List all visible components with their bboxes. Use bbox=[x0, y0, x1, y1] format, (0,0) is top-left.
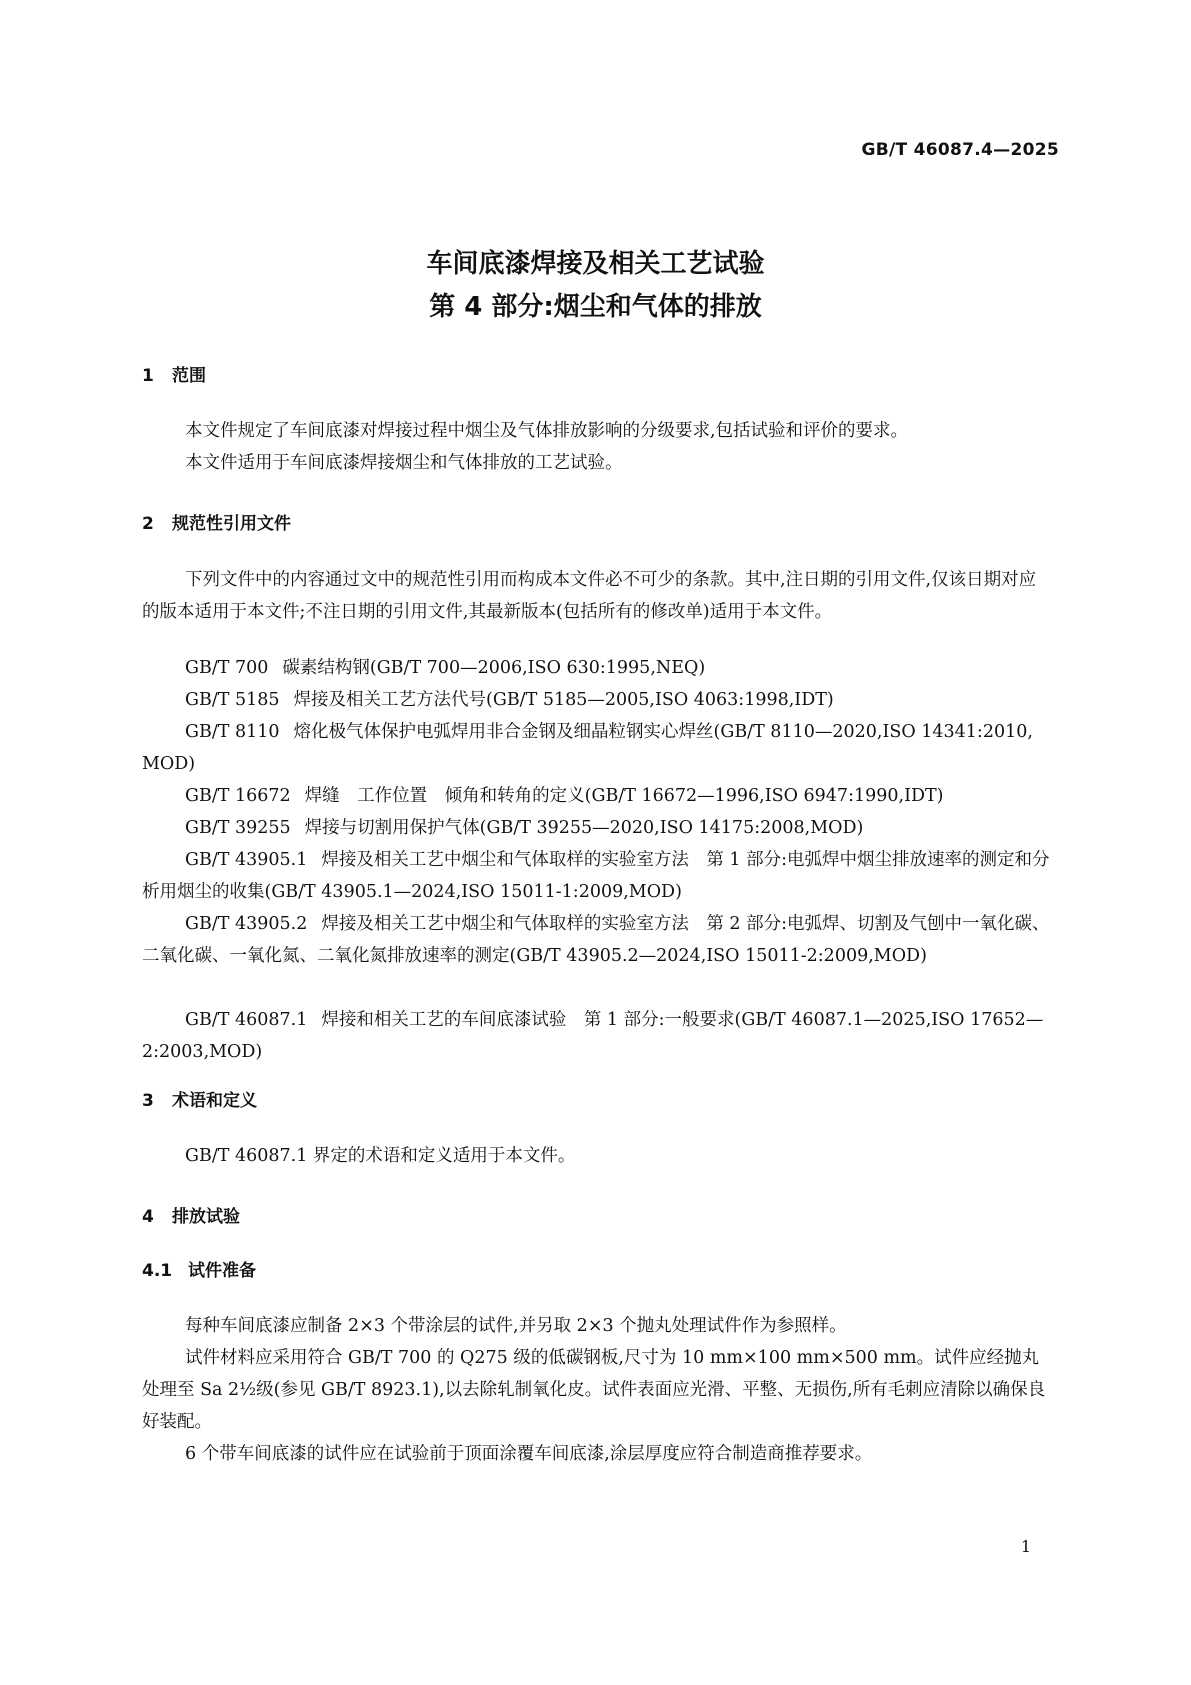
reference-text: 焊接及相关工艺方法代号(GB/T 5185—2005,ISO 4063:1998,IDT) bbox=[293, 690, 834, 710]
section-3-heading bbox=[142, 1086, 257, 1111]
subsection-title: 试件准备 bbox=[188, 1261, 256, 1281]
title-line-2: 第 4 部分:烟尘和气体的排放 bbox=[429, 292, 762, 322]
reference-item bbox=[142, 812, 1052, 844]
section-number: 2 bbox=[142, 514, 154, 534]
reference-text: 熔化极气体保护电弧焊用非合金钢及细晶粒钢实心焊丝(GB/T 8110—2020,ISO 14341:2010, MOD) bbox=[142, 722, 1033, 774]
subsection-number: 4.1 bbox=[142, 1261, 173, 1281]
paragraph: 6 个带车间底漆的试件应在试验前于顶面涂覆车间底漆,涂层厚度应符合制造商推荐要求。 bbox=[185, 1444, 873, 1464]
paragraph: 下列文件中的内容通过文中的规范性引用而构成本文件必不可少的条款。其中,注日期的引用文件,仅该日期对应的版本适用于本文件;不注日期的引用文件,其最新版本(包括所有的修改单)适用于本文件。 bbox=[142, 570, 1037, 622]
reference-text: 焊接与切割用保护气体(GB/T 39255—2020,ISO 14175:2008,MOD) bbox=[304, 818, 864, 838]
section-title: 术语和定义 bbox=[172, 1091, 257, 1111]
reference-item bbox=[142, 652, 1052, 684]
section-title: 排放试验 bbox=[172, 1207, 240, 1227]
section-title: 范围 bbox=[172, 366, 206, 386]
paragraph: 试件材料应采用符合 GB/T 700 的 Q275 级的低碳钢板,尺寸为 10 mm×100 mm×500 mm。试件应经抛丸处理至 Sa 2½级(参见 GB/T 8923.1),以去除轧制氧化皮。试件表面应光滑、平整、无损伤,所有毛刺应清除以确保良好装配。 bbox=[142, 1348, 1046, 1432]
reference-code: GB/T 700 bbox=[185, 658, 269, 678]
reference-code: GB/T 5185 bbox=[185, 690, 280, 710]
title-line-1: 车间底漆焊接及相关工艺试验 bbox=[426, 249, 765, 279]
section-number: 4 bbox=[142, 1207, 154, 1227]
reference-code: GB/T 16672 bbox=[185, 786, 291, 806]
reference-code: GB/T 43905.2 bbox=[185, 914, 308, 934]
paragraph: 每种车间底漆应制备 2×3 个带涂层的试件,并另取 2×3 个抛丸处理试件作为参照样。 bbox=[185, 1316, 847, 1336]
reference-code: GB/T 39255 bbox=[185, 818, 291, 838]
reference-item bbox=[142, 780, 1052, 812]
reference-item bbox=[142, 844, 1052, 908]
reference-text: 焊接及相关工艺中烟尘和气体取样的实验室方法 第 2 部分:电弧焊、切割及气刨中一氧化碳、二氧化碳、一氧化氮、二氧化氮排放速率的测定(GB/T 43905.2—2024,ISO 15011-2:2009,MOD) bbox=[142, 914, 1050, 966]
section-4-heading bbox=[142, 1202, 240, 1227]
page-number: 1 bbox=[1020, 1537, 1031, 1556]
section-title: 规范性引用文件 bbox=[172, 514, 291, 534]
reference-code: GB/T 46087.1 bbox=[185, 1010, 308, 1030]
reference-text: 焊缝 工作位置 倾角和转角的定义(GB/T 16672—1996,ISO 6947:1990,IDT) bbox=[304, 786, 944, 806]
paragraph: 本文件规定了车间底漆对焊接过程中烟尘及气体排放影响的分级要求,包括试验和评价的要求。 bbox=[185, 421, 909, 441]
reference-item bbox=[142, 1004, 1052, 1068]
section-number: 3 bbox=[142, 1091, 154, 1111]
subsection-4-1-heading bbox=[142, 1256, 256, 1281]
reference-code: GB/T 43905.1 bbox=[185, 850, 308, 870]
paragraph: 本文件适用于车间底漆焊接烟尘和气体排放的工艺试验。 bbox=[185, 453, 623, 473]
reference-item bbox=[142, 716, 1052, 780]
section-2-heading bbox=[142, 509, 291, 534]
reference-item bbox=[142, 908, 1052, 972]
reference-item bbox=[142, 684, 1052, 716]
reference-text: 焊接和相关工艺的车间底漆试验 第 1 部分:一般要求(GB/T 46087.1—2025,ISO 17652—2:2003,MOD) bbox=[142, 1010, 1044, 1062]
standard-code: GB/T 46087.4—2025 bbox=[861, 140, 1059, 160]
section-number: 1 bbox=[142, 366, 154, 386]
section-1-heading bbox=[142, 361, 206, 386]
reference-text: 焊接及相关工艺中烟尘和气体取样的实验室方法 第 1 部分:电弧焊中烟尘排放速率的测定和分析用烟尘的收集(GB/T 43905.1—2024,ISO 15011-1:2009,MOD) bbox=[142, 850, 1050, 902]
paragraph: GB/T 46087.1 界定的术语和定义适用于本文件。 bbox=[185, 1146, 576, 1166]
reference-text: 碳素结构钢(GB/T 700—2006,ISO 630:1995,NEQ) bbox=[282, 658, 706, 678]
reference-code: GB/T 8110 bbox=[185, 722, 280, 742]
